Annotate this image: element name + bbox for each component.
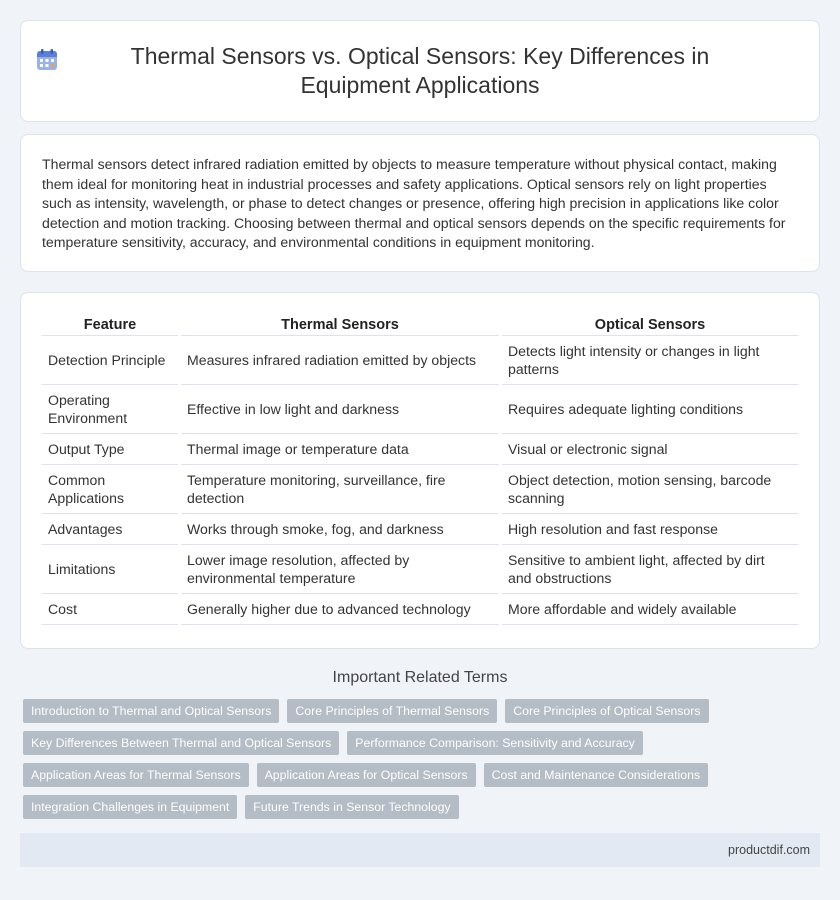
table-header-row (42, 313, 798, 336)
related-tag[interactable]: Application Areas for Thermal Sensors (23, 763, 249, 787)
thermal-cell: Works through smoke, fog, and darkness (181, 514, 499, 545)
related-tag[interactable]: Integration Challenges in Equipment (23, 795, 237, 819)
related-tag[interactable]: Cost and Maintenance Considerations (484, 763, 709, 787)
table-row (42, 336, 798, 385)
related-terms-section (0, 669, 840, 819)
header-optical: Optical Sensors (502, 313, 798, 336)
table-row (42, 434, 798, 465)
page-title: Thermal Sensors vs. Optical Sensors: Key Differences in Equipment Applications (130, 43, 710, 98)
header-thermal: Thermal Sensors (181, 313, 499, 336)
thermal-cell: Measures infrared radiation emitted by objects (181, 336, 499, 385)
optical-cell: Visual or electronic signal (502, 434, 798, 465)
comparison-card (20, 292, 820, 649)
table-row (42, 594, 798, 625)
calendar-icon (35, 48, 59, 72)
title-wrap (81, 42, 759, 100)
optical-cell: Sensitive to ambient light, affected by dirt and obstructions (502, 545, 798, 594)
related-tag[interactable]: Application Areas for Optical Sensors (257, 763, 476, 787)
feature-cell: Cost (42, 594, 178, 625)
optical-cell: Object detection, motion sensing, barcode scanning (502, 465, 798, 514)
related-tag[interactable]: Core Principles of Optical Sensors (505, 699, 708, 723)
related-tag[interactable]: Introduction to Thermal and Optical Sensors (23, 699, 279, 723)
table-row (42, 465, 798, 514)
related-tag[interactable]: Core Principles of Thermal Sensors (287, 699, 497, 723)
footer-site-link[interactable]: productdif.com (728, 843, 810, 857)
optical-cell: High resolution and fast response (502, 514, 798, 545)
related-tag[interactable]: Performance Comparison: Sensitivity and Accuracy (347, 731, 643, 755)
intro-paragraph: Thermal sensors detect infrared radiation emitted by objects to measure temperature without physical contact, making them ideal for monitoring heat in industrial processes and safety applications. Optical sensors rely on light properties such as intensity, wavelength, or phase to detect changes or presence, offering high precision in applications like color detection and motion tracking. Choosing between thermal and optical sensors depends on the specific requirements for temperature sensitivity, accuracy, and environmental conditions in equipment monitoring. (42, 156, 786, 250)
footer (20, 833, 820, 867)
title-card (20, 20, 820, 122)
thermal-cell: Lower image resolution, affected by environmental temperature (181, 545, 499, 594)
related-terms-heading: Important Related Terms (332, 669, 508, 686)
optical-cell: More affordable and widely available (502, 594, 798, 625)
thermal-cell: Thermal image or temperature data (181, 434, 499, 465)
optical-cell: Requires adequate lighting conditions (502, 385, 798, 434)
related-tag[interactable]: Key Differences Between Thermal and Optical Sensors (23, 731, 339, 755)
feature-cell: Advantages (42, 514, 178, 545)
intro-card (20, 134, 820, 272)
table-row (42, 514, 798, 545)
thermal-cell: Effective in low light and darkness (181, 385, 499, 434)
table-row (42, 545, 798, 594)
optical-cell: Detects light intensity or changes in light patterns (502, 336, 798, 385)
feature-cell: Common Applications (42, 465, 178, 514)
table-row (42, 385, 798, 434)
feature-cell: Limitations (42, 545, 178, 594)
comparison-table (39, 313, 801, 625)
feature-cell: Operating Environment (42, 385, 178, 434)
header-feature: Feature (42, 313, 178, 336)
related-tags (0, 699, 840, 819)
feature-cell: Output Type (42, 434, 178, 465)
thermal-cell: Generally higher due to advanced technology (181, 594, 499, 625)
related-tag[interactable]: Future Trends in Sensor Technology (245, 795, 458, 819)
feature-cell: Detection Principle (42, 336, 178, 385)
thermal-cell: Temperature monitoring, surveillance, fire detection (181, 465, 499, 514)
